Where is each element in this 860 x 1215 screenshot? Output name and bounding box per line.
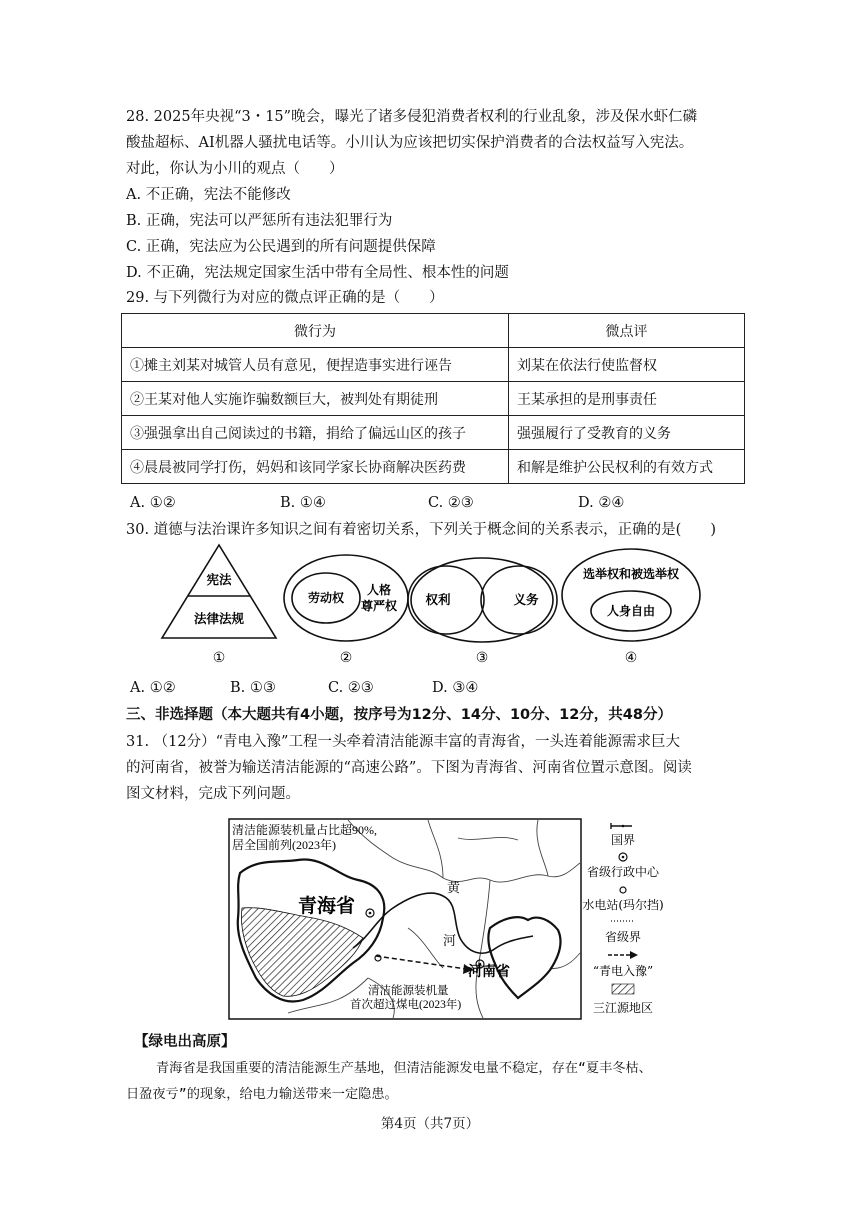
hydropower-legend-icon [620, 887, 626, 893]
q28-stem-line1: 28. 2025年央视“3・15”晚会，曝光了诸多侵犯消费者权利的行业乱象，涉及保水虾仁磷 [126, 109, 698, 125]
table-row [122, 348, 745, 382]
diagram-1-triangle [162, 545, 276, 666]
q31-stem-line2: 的河南省，被誉为输送清洁能源的“高速公路”。下图为青海省、河南省位置示意图。阅读 [126, 760, 692, 776]
legend-sanjiangyuan: 三江源地区 [592, 1001, 654, 1015]
table-header-row [122, 314, 745, 348]
material-paragraph-1: 青海省是我国重要的清洁能源生产基地，但清洁能源发电量不稳定，存在“夏丰冬枯、 [156, 1061, 652, 1076]
d3-left-label: 权利 [425, 592, 451, 607]
legend-qingdian-ruyu: “青电入豫” [592, 964, 654, 978]
table-cell: ②王某对他人实施诈骗数额巨大，被判处有期徒刑 [122, 382, 509, 416]
table-row [122, 416, 745, 450]
q29-table [121, 313, 745, 484]
q28-option-b: B. 正确，宪法可以严惩所有违法犯罪行为 [126, 213, 393, 229]
legend-capital: 省级行政中心 [586, 865, 660, 879]
sanjiangyuan-legend-icon [612, 984, 634, 994]
d1-number: ① [212, 650, 226, 666]
map-note-2b: 首次超过煤电(2023年) [350, 999, 462, 1011]
table-cell: 王某承担的是刑事责任 [509, 382, 745, 416]
d2-inner-label: 劳动权 [307, 591, 345, 605]
material-paragraph-2: 日盈夜亏”的现象，给电力输送带来一定隐患。 [126, 1087, 398, 1102]
table-cell: 强强履行了受教育的义务 [509, 416, 745, 450]
map-note-2a: 清洁能源装机量 [368, 985, 449, 997]
d4-number: ④ [624, 650, 638, 666]
table-header: 微点评 [509, 314, 745, 348]
legend-national-border: 国界 [610, 833, 636, 847]
q30-option-d: D. ③④ [432, 680, 479, 696]
table-cell: ①摊主刘某对城管人员有意见，便捏造事实进行诬告 [122, 348, 509, 382]
q31-stem-line1: 31. （12分）“青电入豫”工程一头牵着清洁能源丰富的青海省，一头连着能源需求巨大 [126, 734, 680, 750]
table-row [122, 382, 745, 416]
q30-option-c: C. ②③ [328, 680, 374, 696]
material-title: 【绿电出高原】 [134, 1034, 236, 1050]
q28-option-c: C. 正确，宪法应为公民遇到的所有问题提供保障 [126, 239, 436, 255]
table-header: 微行为 [122, 314, 509, 348]
henan-label: 河南省 [468, 964, 510, 980]
d2-outer-label-2: 尊严权 [360, 599, 398, 613]
qinghai-label: 青海省 [298, 895, 356, 917]
q28-stem-line3: 对此，你认为小川的观点（ ） [126, 161, 344, 177]
d3-number: ③ [475, 650, 489, 666]
q30-option-a: A. ①② [130, 680, 176, 696]
d4-inner-label: 人身自由 [606, 604, 656, 618]
concept-diagrams [150, 540, 710, 670]
q30-option-b: B. ①③ [230, 680, 276, 696]
table-cell: 刘某在依法行使监督权 [509, 348, 745, 382]
d1-bottom-label: 法律法规 [193, 611, 245, 626]
page-footer: 第4页（共7页） [380, 1116, 480, 1132]
table-cell: ③强强拿出自己阅读过的书籍，捐给了偏远山区的孩子 [122, 416, 509, 450]
diagram-3-overlap [408, 558, 557, 666]
d1-top-label: 宪法 [206, 572, 232, 587]
q28-option-d: D. 不正确，宪法规定国家生活中带有全局性、根本性的问题 [126, 265, 509, 281]
d2-number: ② [339, 650, 353, 666]
q28-stem-line2: 酸盐超标、AI机器人骚扰电话等。小川认为应该把切实保护消费者的合法权益写入宪法。 [126, 135, 694, 151]
d2-outer-label-1: 人格 [366, 583, 392, 597]
river-label-2: 河 [443, 934, 457, 949]
section-3-heading: 三、非选择题（本大题共有4小题，按序号为12分、14分、10分、12分，共48分） [126, 707, 672, 723]
q29-option-c: C. ②③ [428, 495, 474, 511]
legend-provincial-border: 省级界 [604, 930, 642, 944]
map-note-1b: 居全国前列(2023年) [232, 838, 336, 852]
q29-stem: 29. 与下列微行为对应的微点评正确的是（ ） [126, 290, 444, 306]
diagram-4-nested [562, 549, 700, 666]
table-row [122, 450, 745, 484]
q29-option-d: D. ②④ [578, 495, 625, 511]
d4-outer-label: 选举权和被选举权 [582, 567, 680, 581]
river-label-1: 黄 [447, 881, 461, 896]
map-legend [582, 823, 663, 1015]
diagram-2-nested [284, 555, 408, 666]
legend-hydropower: 水电站(玛尔挡) [582, 898, 664, 912]
q29-option-a: A. ①② [130, 495, 176, 511]
table-cell: ④晨晨被同学打伤，妈妈和该同学家长协商解决医药费 [122, 450, 509, 484]
qinghai-henan-map [228, 818, 664, 1022]
q31-stem-line3: 图文材料，完成下列问题。 [126, 786, 300, 802]
d3-right-label: 义务 [513, 592, 539, 607]
q30-stem: 30. 道德与法治课许多知识之间有着密切关系，下列关于概念间的关系表示，正确的是( ) [126, 522, 716, 538]
q29-option-b: B. ①④ [280, 495, 326, 511]
q28-option-a: A. 不正确，宪法不能修改 [126, 187, 291, 203]
table-cell: 和解是维护公民权利的有效方式 [509, 450, 745, 484]
map-note-1a: 清洁能源装机量占比超90%, [232, 823, 377, 837]
